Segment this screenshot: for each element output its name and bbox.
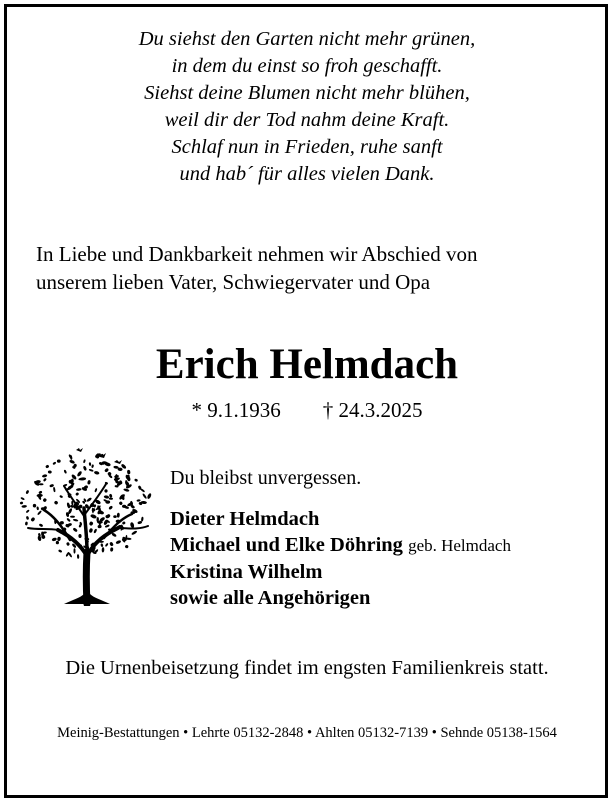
mourners-block (170, 465, 600, 611)
mourner-name: Michael und Elke Döhring geb. Helmdach (170, 534, 511, 556)
poem-line: Schlaf nun in Frieden, ruhe sanft (171, 136, 443, 158)
maiden-name-note: geb. Helmdach (408, 536, 511, 555)
mourner-name: sowie alle Angehörigen (170, 587, 371, 609)
burial-note: Die Urnenbeisetzung findet im engsten Familienkreis statt. (65, 657, 549, 679)
intro-line: In Liebe und Dankbarkeit nehmen wir Abschied von (36, 242, 478, 266)
poem-line: und hab´ für alles vielen Dank. (179, 163, 435, 185)
poem-line: Siehst deine Blumen nicht mehr blühen, (144, 82, 470, 104)
funeral-home-footer: Meinig-Bestattungen • Lehrte 05132-2848 • Ahlten 05132-7139 • Sehnde 05138-1564 (57, 725, 557, 741)
poem-line: weil dir der Tod nahm deine Kraft. (164, 109, 450, 131)
deceased-name: Erich Helmdach (155, 341, 459, 388)
birth-date: * 9.1.1936 (191, 398, 281, 422)
poem-line: Du siehst den Garten nicht mehr grünen, (138, 28, 476, 50)
poem-line: in dem du einst so froh geschafft. (171, 55, 443, 77)
life-dates (0, 396, 614, 424)
intro-line: unserem lieben Vater, Schwiegervater und Opa (36, 270, 431, 294)
death-date: † 24.3.2025 (322, 398, 423, 422)
tree-icon (14, 444, 160, 606)
intro-text (36, 240, 596, 296)
mourner-name: Kristina Wilhelm (170, 561, 323, 583)
poem (0, 26, 614, 188)
unforgotten-line: Du bleibst unvergessen. (170, 467, 362, 489)
mourner-name: Dieter Helmdach (170, 508, 320, 530)
